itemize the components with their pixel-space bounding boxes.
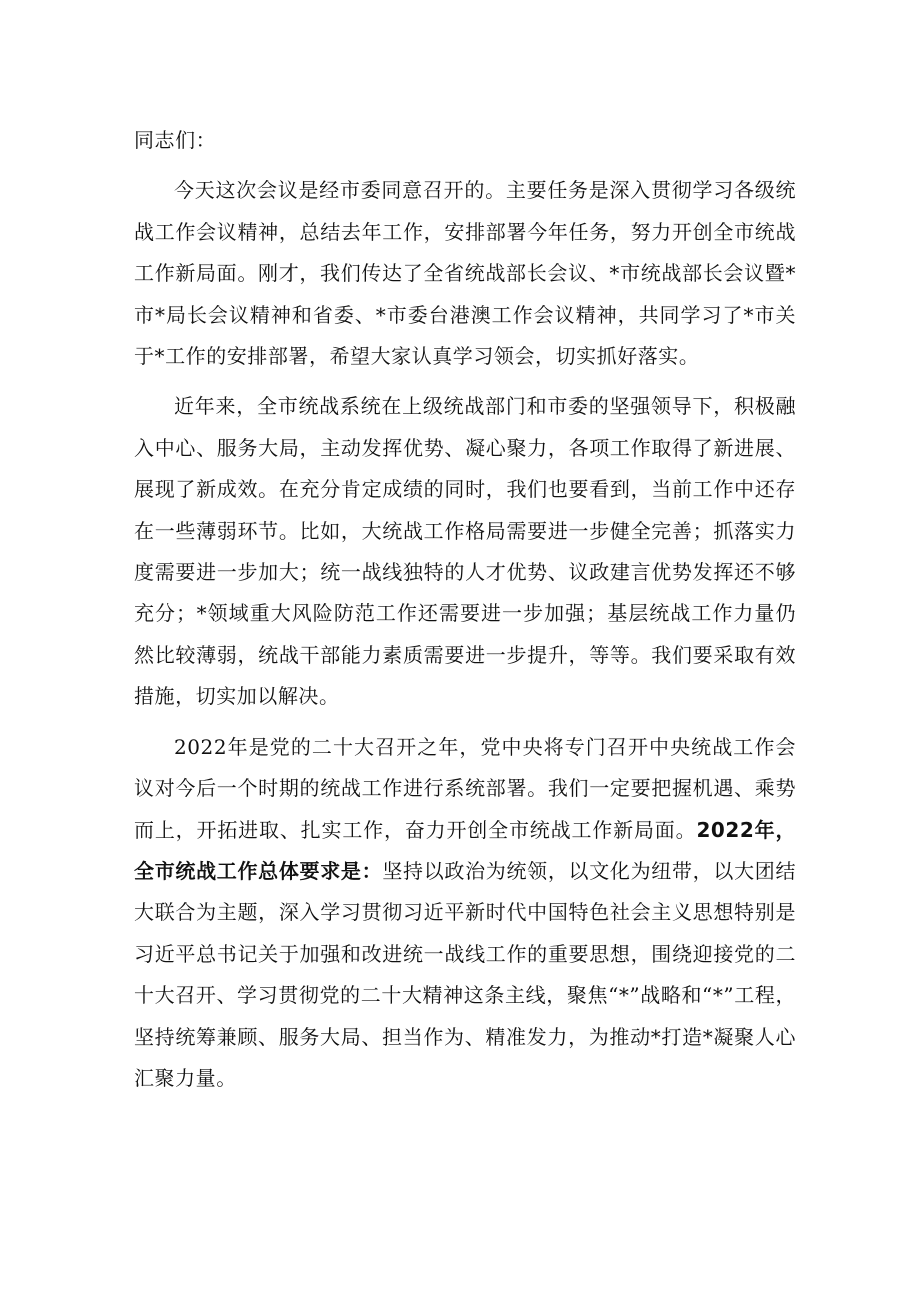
- salutation: 同志们：: [134, 128, 217, 152]
- overall-requirements-heading: 2022年，全市统战工作总体要求是：: [134, 817, 796, 883]
- overall-requirements-text: 坚持以政治为统领，以文化为纽带，以大团结大联合为主题，深入学习贯彻习近平新时代中国特色社会主义思想特别是习近平总书记关于加强和改进统一战线工作的重要思想，围绕迎接党的二十大召开、学习贯彻党的二十大精神这条主线，聚焦“*”战略和“*”工程，坚持统筹兼顾、服务大局、担当作为、精准发力，为推动*打造*凝聚人心汇聚力量。: [134, 858, 797, 1090]
- paragraph-meeting-purpose: 今天这次会议是经市委同意召开的。主要任务是深入贯彻学习各级统战工作会议精神，总结去年工作，安排部署今年任务，努力开创全市统战工作新局面。刚才，我们传达了全省统战部长会议、*市统战部长会议暨*市*局长会议精神和省委、*市委台港澳工作会议精神，共同学习了*市关于*工作的安排部署，希望大家认真学习领会，切实抓好落实。: [134, 178, 796, 369]
- document-body: [134, 120, 796, 1099]
- paragraph-2022-requirements: [134, 727, 796, 1100]
- paragraph-review-and-weaknesses: 近年来，全市统战系统在上级统战部门和市委的坚强领导下，积极融入中心、服务大局，主动发挥优势、凝心聚力，各项工作取得了新进展、展现了新成效。在充分肯定成绩的同时，我们也要看到，当前工作中还存在一些薄弱环节。比如，大统战工作格局需要进一步健全完善；抓落实力度需要进一步加大；统一战线独特的人才优势、议政建言优势发挥还不够充分；*领域重大风险防范工作还需要进一步加强；基层统战工作力量仍然比较薄弱，统战干部能力素质需要进一步提升，等等。我们要采取有效措施，切实加以解决。: [134, 394, 796, 709]
- paragraph-2022-intro: 2022年是党的二十大召开之年，党中央将专门召开中央统战工作会议对今后一个时期的统战工作进行系统部署。我们一定要把握机遇、乘势而上，开拓进取、扎实工作，奋力开创全市统战工作新局面。: [134, 734, 796, 842]
